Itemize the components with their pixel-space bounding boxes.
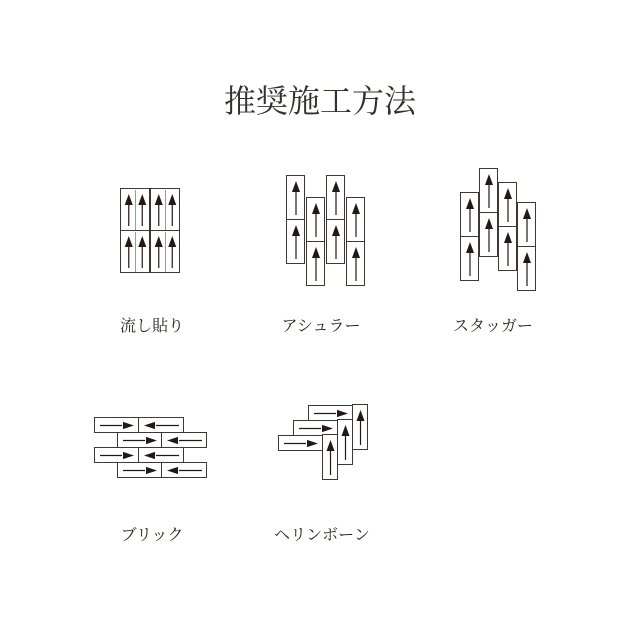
pattern-label-stagger: スタッガー [452,318,534,335]
up-arrow-icon [341,425,349,460]
plank-up-arrow [322,434,338,480]
pattern-label-nagashibari: 流し貼り [119,318,185,335]
right-arrow-icon [299,424,333,431]
plank-right-arrow [278,435,323,451]
pattern-label-ashlar: アシュラー [281,318,361,335]
plank-up-arrow [352,404,368,450]
up-arrow-icon [356,410,364,445]
plank-up-arrow [337,419,353,465]
page-title: 推奨施工方法 [223,83,417,119]
pattern-label-brick: ブリック [120,527,184,544]
right-arrow-icon [284,439,318,446]
up-arrow-icon [326,440,334,475]
pattern-label-herringbone: ヘリンボーン [274,527,370,544]
right-arrow-icon [314,409,348,416]
